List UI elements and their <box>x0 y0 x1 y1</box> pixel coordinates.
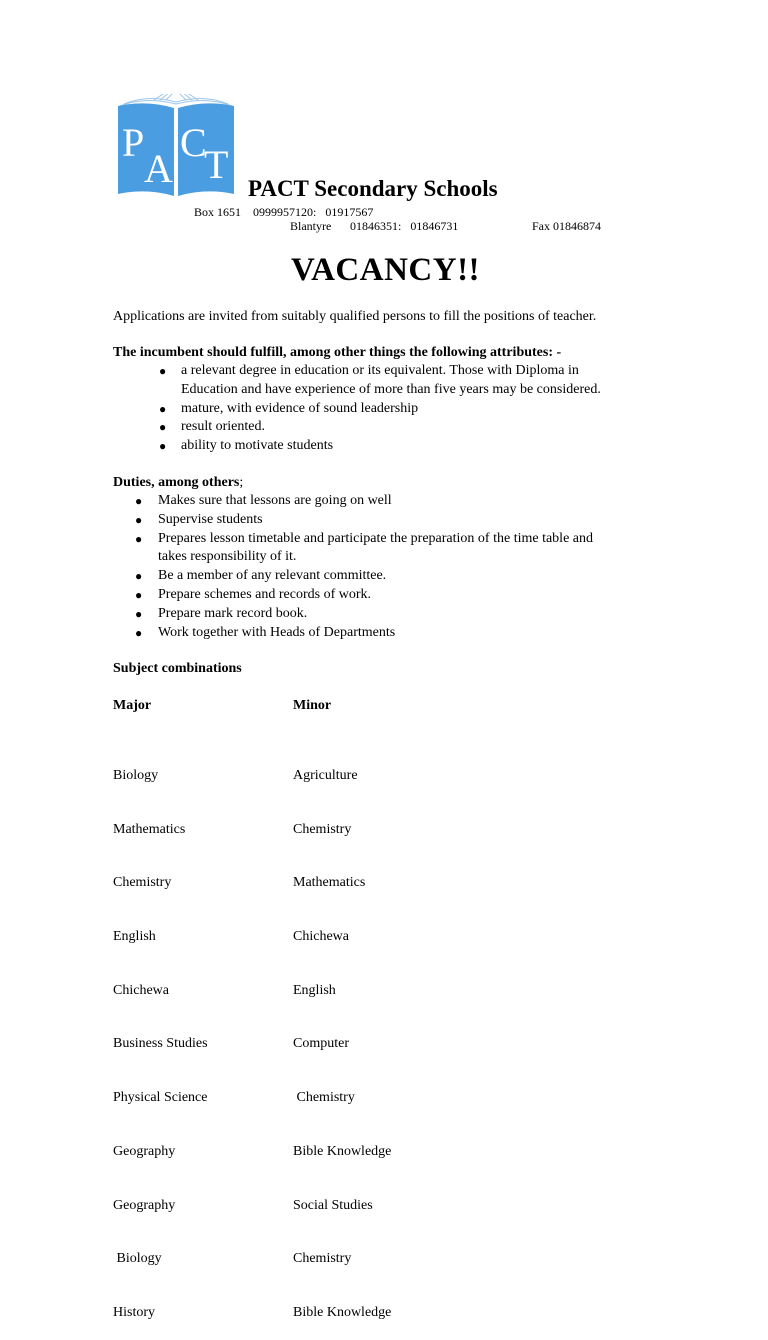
list-item: ● a relevant degree in education or its equivalent. Those with Diploma in <box>159 363 579 378</box>
list-item-text: takes responsibility of it. <box>158 549 297 565</box>
list-item: ● mature, with evidence of sound leadership <box>159 400 419 416</box>
vacancy-heading: VACANCY!! <box>291 252 481 288</box>
minor-subject: Chemistry <box>293 1251 352 1267</box>
minor-column <box>293 731 391 1340</box>
list-item: ● result oriented. <box>159 419 265 435</box>
minor-subject: Chemistry <box>293 821 352 837</box>
minor-subject: English <box>293 982 336 998</box>
logo-letter-c: C <box>180 120 207 165</box>
list-item-text: a relevant degree in education or its equivalent. Those with Diploma in <box>181 363 579 378</box>
list-item: ● Prepare mark record book. <box>135 605 308 621</box>
list-item: ● Be a member of any relevant committee. <box>135 568 387 584</box>
list-item-text: Prepare mark record book. <box>158 605 308 621</box>
major-subject: Business Studies <box>113 1036 208 1052</box>
list-item-text: Be a member of any relevant committee. <box>158 568 387 584</box>
list-item-text: Work together with Heads of Departments <box>158 624 396 640</box>
list-item: ● Supervise students <box>135 511 263 527</box>
minor-subject: Chemistry <box>293 1090 355 1106</box>
duties-title-suffix: ; <box>239 475 244 490</box>
duties-title-text: Duties, among others <box>113 475 240 490</box>
minor-subject: Bible Knowledge <box>293 1305 392 1320</box>
minor-subject: Bible Knowledge <box>293 1143 392 1159</box>
list-item <box>181 381 601 400</box>
major-subject: Mathematics <box>113 821 186 837</box>
list-item-text: mature, with evidence of sound leadership <box>181 400 419 416</box>
duties-title <box>113 474 243 492</box>
minor-subject: Computer <box>293 1036 349 1052</box>
contact-city: Blantyre <box>290 219 332 233</box>
contact-phones: 01846351: 01846731 <box>350 219 459 233</box>
duties-list <box>135 492 593 642</box>
minor-subject: Social Studies <box>293 1197 373 1213</box>
list-item-text: Prepare schemes and records of work. <box>158 586 372 602</box>
intro-text: Applications are invited from suitably qualified persons to fill the positions of teacher. <box>113 309 597 324</box>
major-subject: Chichewa <box>113 982 169 998</box>
list-item-text: result oriented. <box>181 419 265 435</box>
list-item-text: Makes sure that lessons are going on well <box>158 493 392 508</box>
major-subject: Chemistry <box>113 875 172 891</box>
fax-number: Fax 01846874 <box>532 219 601 233</box>
minor-subject: Mathematics <box>293 875 366 891</box>
major-subject: Geography <box>113 1197 176 1213</box>
list-item: ● Makes sure that lessons are going on well <box>135 493 392 508</box>
contact-line-1: Box 1651 0999957120: 01917567 <box>194 205 374 219</box>
subjects-title: Subject combinations <box>113 661 242 676</box>
list-item-text: ability to motivate students <box>181 438 334 454</box>
major-subject: Physical Science <box>113 1090 208 1106</box>
minor-subject: Agriculture <box>293 767 358 783</box>
attributes-list <box>159 362 601 456</box>
list-item: ● Prepares lesson timetable and participate the preparation of the time table and <box>135 530 593 546</box>
major-header: Major <box>113 698 152 713</box>
pact-logo <box>116 94 236 196</box>
major-subject: Biology <box>113 767 159 783</box>
minor-subject: Chichewa <box>293 928 349 944</box>
major-column <box>113 731 208 1340</box>
attributes-title: The incumbent should fulfill, among other things the following attributes: - <box>113 345 562 360</box>
list-item: ● Work together with Heads of Departments <box>135 624 396 640</box>
logo-letter-a: A <box>144 146 173 191</box>
major-subject: History <box>113 1305 155 1320</box>
major-subject: Biology <box>113 1251 162 1267</box>
list-item <box>158 548 593 567</box>
minor-header: Minor <box>293 698 332 713</box>
list-item-text: Supervise students <box>158 511 263 527</box>
list-item-text: Education and have experience of more than five years may be considered. <box>181 381 601 397</box>
logo-letter-t: T <box>204 142 229 187</box>
major-subject: Geography <box>113 1143 176 1159</box>
list-item: ● Prepare schemes and records of work. <box>135 586 372 602</box>
major-subject: English <box>113 928 156 944</box>
list-item: ● ability to motivate students <box>159 438 334 454</box>
logo-letter-p: P <box>122 120 145 165</box>
school-name: PACT Secondary Schools <box>248 176 498 201</box>
list-item-text: Prepares lesson timetable and participate the preparation of the time table and <box>158 530 593 546</box>
